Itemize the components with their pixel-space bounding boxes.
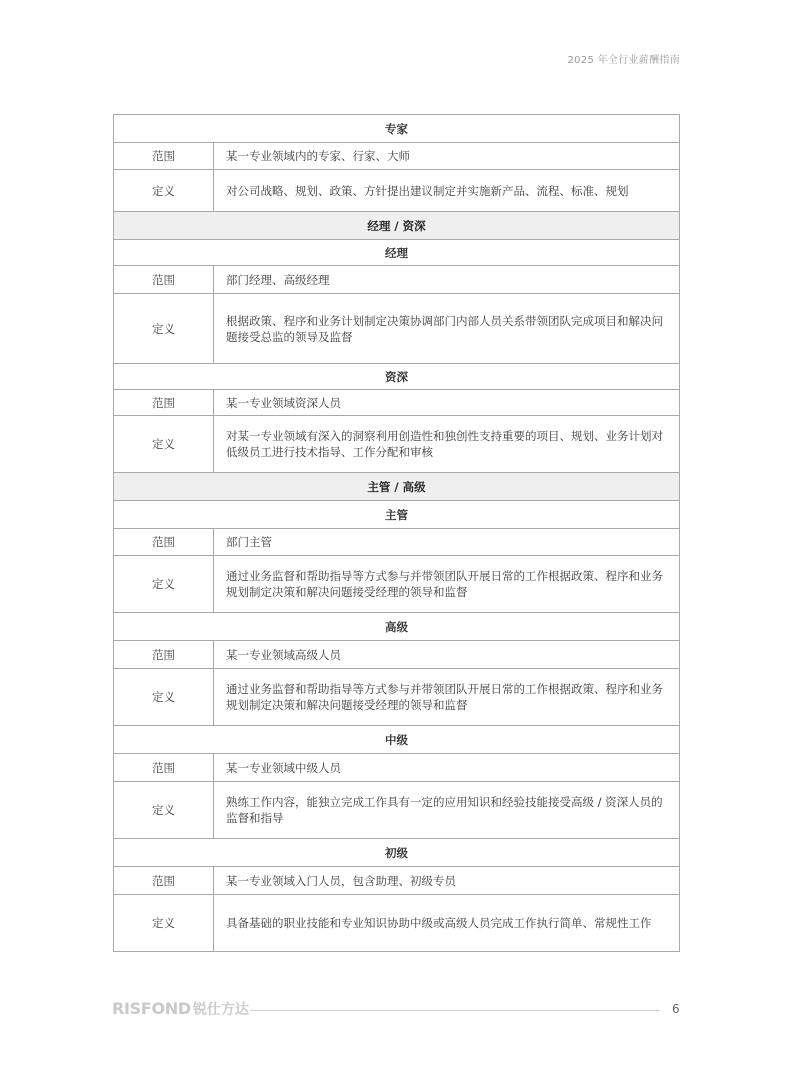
scope-label: 范围	[114, 390, 214, 416]
subsection-row-junior	[114, 839, 680, 867]
subsection-title: 中级	[114, 726, 680, 754]
section-title: 主管 / 高级	[114, 473, 680, 501]
definition-value: 通过业务监督和帮助指导等方式参与并带领团队开展日常的工作根据政策、程序和业务规划制定决策和解决问题接受经理的领导和监督	[214, 556, 680, 613]
definition-label: 定义	[114, 782, 214, 839]
table-row-definition	[114, 782, 680, 839]
table-row-scope	[114, 867, 680, 895]
definition-value: 对公司战略、规划、政策、方针提出建议制定并实施新产品、流程、标准、规划	[214, 170, 680, 212]
subsection-title: 资深	[114, 364, 680, 390]
page-header-title: 2025 年全行业薪酬指南	[567, 55, 680, 66]
subsection-row-intermediate	[114, 726, 680, 754]
table-row-scope	[114, 390, 680, 416]
definition-label: 定义	[114, 895, 214, 952]
section-title: 经理 / 资深	[114, 212, 680, 240]
table-row-definition	[114, 416, 680, 473]
subsection-title: 经理	[114, 240, 680, 266]
subsection-row-supervisor	[114, 501, 680, 529]
subsection-row-senior	[114, 364, 680, 390]
scope-label: 范围	[114, 529, 214, 556]
table-row-definition	[114, 294, 680, 364]
definition-label: 定义	[114, 416, 214, 473]
footer-divider	[250, 1010, 660, 1011]
table-row-scope	[114, 529, 680, 556]
scope-value: 某一专业领域资深人员	[214, 390, 680, 416]
scope-value: 某一专业领域中级人员	[214, 754, 680, 782]
scope-label: 范围	[114, 143, 214, 170]
subsection-row-manager	[114, 240, 680, 266]
subsection-title: 高级	[114, 613, 680, 641]
table-row-definition	[114, 669, 680, 726]
definition-value: 具备基础的职业技能和专业知识协助中级或高级人员完成工作执行简单、常规性工作	[214, 895, 680, 952]
subsection-title: 主管	[114, 501, 680, 529]
subsection-title: 专家	[114, 115, 680, 143]
definition-value: 熟练工作内容，能独立完成工作具有一定的应用知识和经验技能接受高级 / 资深人员的监督和指导	[214, 782, 680, 839]
logo-chinese-text: 锐仕方达	[192, 1002, 249, 1018]
subsection-row-expert	[114, 115, 680, 143]
section-row-manager-senior	[114, 212, 680, 240]
table-row-scope	[114, 266, 680, 294]
page-number: 6	[672, 1002, 680, 1016]
table-row-definition	[114, 170, 680, 212]
scope-label: 范围	[114, 266, 214, 294]
scope-value: 某一专业领域内的专家、行家、大师	[214, 143, 680, 170]
definition-label: 定义	[114, 294, 214, 364]
scope-label: 范围	[114, 754, 214, 782]
scope-value: 某一专业领域高级人员	[214, 641, 680, 669]
job-level-table	[113, 114, 680, 952]
scope-label: 范围	[114, 867, 214, 895]
definition-value: 通过业务监督和帮助指导等方式参与并带领团队开展日常的工作根据政策、程序和业务规划制定决策和解决问题接受经理的领导和监督	[214, 669, 680, 726]
section-row-supervisor-advanced	[114, 473, 680, 501]
logo-latin-text: RISFOND	[112, 999, 191, 1018]
company-logo	[112, 999, 249, 1019]
definition-value: 根据政策、程序和业务计划制定决策协调部门内部人员关系带领团队完成项目和解决问题接受总监的领导及监督	[214, 294, 680, 364]
definition-label: 定义	[114, 556, 214, 613]
table-row-definition	[114, 556, 680, 613]
definition-label: 定义	[114, 170, 214, 212]
table-row-scope	[114, 143, 680, 170]
definition-value: 对某一专业领域有深入的洞察利用创造性和独创性支持重要的项目、规划、业务计划对低级员工进行技术指导、工作分配和审核	[214, 416, 680, 473]
table-row-definition	[114, 895, 680, 952]
scope-value: 某一专业领域入门人员，包含助理、初级专员	[214, 867, 680, 895]
table-row-scope	[114, 754, 680, 782]
subsection-row-advanced	[114, 613, 680, 641]
definition-label: 定义	[114, 669, 214, 726]
table-row-scope	[114, 641, 680, 669]
scope-label: 范围	[114, 641, 214, 669]
scope-value: 部门主管	[214, 529, 680, 556]
scope-value: 部门经理、高级经理	[214, 266, 680, 294]
subsection-title: 初级	[114, 839, 680, 867]
